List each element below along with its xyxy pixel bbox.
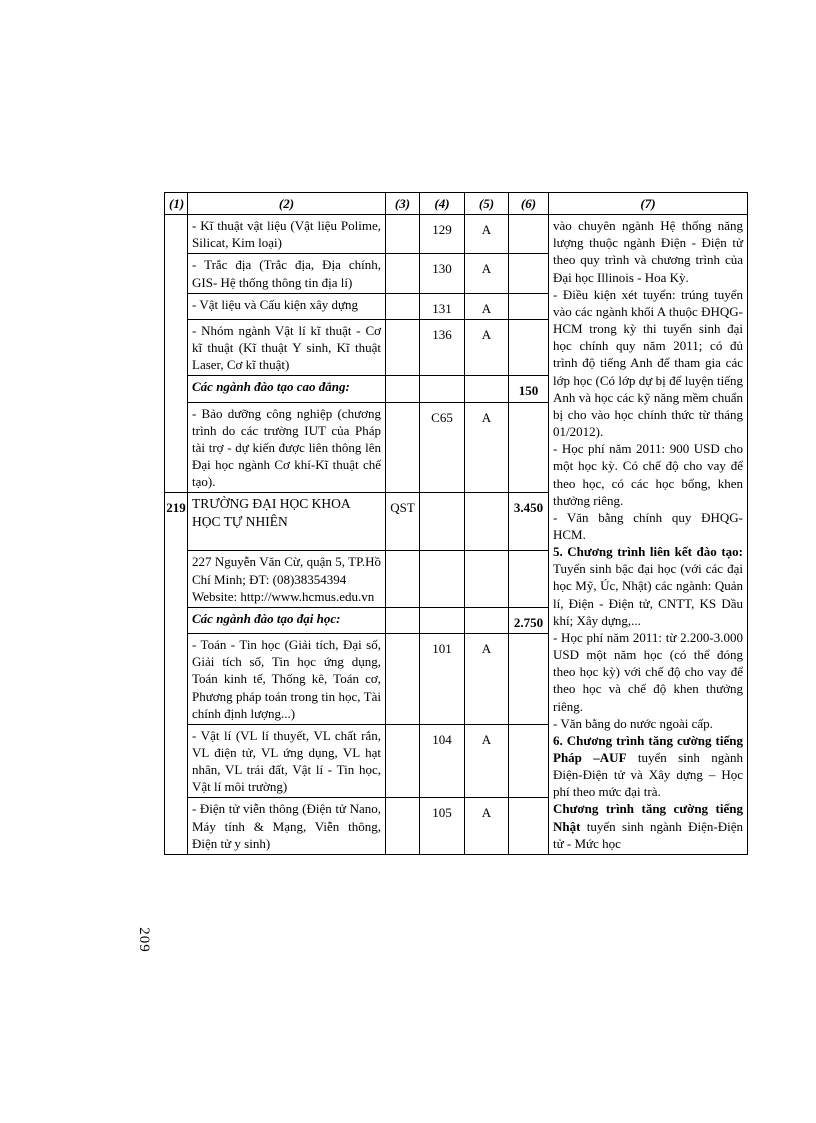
exam-block: A [465, 215, 509, 254]
major-name: - Kĩ thuật vật liệu (Vật liệu Polime, Silicat, Kim loại) [188, 215, 386, 254]
note-text: tuyển sinh ngành Điện-Điện tử - Mức học [553, 818, 743, 851]
school-code: QST [386, 493, 420, 551]
school-code-cell [386, 402, 420, 493]
stt-cell [165, 215, 188, 493]
quota-cell [509, 798, 549, 854]
major-name: - Trắc địa (Trắc địa, Địa chính, GIS- Hệ thống thông tin địa lí) [188, 254, 386, 293]
school-info [188, 551, 386, 607]
school-stt: 219 [165, 493, 188, 855]
major-code: 105 [420, 798, 465, 854]
exam-block: A [465, 724, 509, 798]
major-code: 101 [420, 634, 465, 725]
note-heading: 5. Chương trình liên kết đào tạo: [553, 544, 743, 560]
exam-block: A [465, 319, 509, 375]
major-code: C65 [420, 402, 465, 493]
header-col-4: (4) [420, 193, 465, 215]
school-code-cell [386, 254, 420, 293]
school-code-cell [386, 215, 420, 254]
note-paragraph: - Học phí năm 2011: từ 2.200-3.000 USD một năm học (có thể đóng theo học kỳ) với chế độ cho vay để theo học và chế độ khen thưởng riêng. [553, 629, 743, 714]
major-code: 131 [420, 293, 465, 319]
major-code: 129 [420, 215, 465, 254]
table-header-row [165, 193, 748, 215]
header-col-5: (5) [465, 193, 509, 215]
note-paragraph: vào chuyên ngành Hệ thống năng lượng thuộc ngành Điện - Điện tử theo quy trình và chương trình của Đại học Illinois - Hoa Kỳ. [553, 218, 743, 285]
exam-block: A [465, 634, 509, 725]
note-paragraph: - Văn bằng do nước ngoài cấp. [553, 715, 713, 731]
header-col-1: (1) [165, 193, 188, 215]
school-code-cell [386, 724, 420, 798]
quota-cell [509, 634, 549, 725]
note-paragraph [553, 800, 743, 851]
major-code-cell [420, 376, 465, 402]
major-code-cell [420, 551, 465, 607]
exam-block: A [465, 402, 509, 493]
school-code-cell [386, 607, 420, 633]
header-col-2: (2) [188, 193, 386, 215]
quota-cell [509, 293, 549, 319]
quota-cell [509, 215, 549, 254]
major-name: - Nhóm ngành Vật lí kĩ thuật - Cơ kĩ thuật (Kĩ thuật Y sinh, Kĩ thuật Laser, Cơ kĩ thuật) [188, 319, 386, 375]
note-paragraph [553, 732, 743, 801]
note-text: tuyển sinh ngành Điện-Điện tử và Xây dựng – Học phí theo mức đại trà. [553, 750, 743, 800]
quota-cell [509, 254, 549, 293]
table-row [165, 215, 748, 254]
notes-column [549, 215, 748, 855]
school-website: Website: http://www.hcmus.edu.vn [192, 588, 375, 604]
major-code: 130 [420, 254, 465, 293]
section-quota: 2.750 [509, 607, 549, 633]
quota-cell [509, 402, 549, 493]
quota-cell [509, 551, 549, 607]
note-paragraph: - Văn bằng chính quy ĐHQG-HCM. [553, 509, 743, 542]
major-name: - Toán - Tin học (Giải tích, Đại số, Giải tích số, Tin học ứng dụng, Toán kinh tế, Thống kê, Toán cơ, Phương pháp toán trong tin học, Tài chính định lượng...) [188, 634, 386, 725]
header-col-7: (7) [549, 193, 748, 215]
note-paragraph [553, 543, 743, 629]
major-code: 136 [420, 319, 465, 375]
school-code-cell [386, 551, 420, 607]
note-heading: 6. Chương trình tăng cường tiếng Pháp –AUF [553, 732, 743, 765]
school-code-cell [386, 293, 420, 319]
section-heading: Các ngành đào tạo cao đẳng: [188, 376, 386, 402]
note-paragraph: - Học phí năm 2011: 900 USD cho một học kỳ. Có chế độ cho vay để theo học, có các học bổng, khen thưởng riêng. [553, 441, 743, 508]
note-paragraph: - Điều kiện xét tuyển: trúng tuyển vào các ngành khối A thuộc ĐHQG-HCM trong kỳ thi tuyển sinh đại học chính quy năm 2011; có đủ trình độ tiếng Anh để tham gia các lớp học (Có lớp dự bị để luyện tiếng Anh và học các kỹ năng mềm chuẩn bị cho vào học chính thức từ tháng 01/2012). [553, 286, 743, 440]
exam-block-cell [465, 376, 509, 402]
quota-cell [509, 724, 549, 798]
section-quota: 150 [509, 376, 549, 402]
school-quota: 3.450 [509, 493, 549, 551]
school-code-cell [386, 634, 420, 725]
major-code: 104 [420, 724, 465, 798]
school-code-cell [386, 798, 420, 854]
exam-block-cell [465, 493, 509, 551]
school-address: 227 Nguyễn Văn Cừ, quận 5, TP.Hồ Chí Minh; ĐT: (08)38354394 [192, 554, 381, 587]
major-name: - Bảo dưỡng công nghiệp (chương trình do các trường IUT của Pháp tài trợ - dự kiến được liên thông lên Đại học ngành Cơ khí-Kĩ thuật chế tạo). [188, 402, 386, 493]
note-heading: Chương trình tăng cường tiếng Nhật [553, 801, 743, 834]
exam-block: A [465, 254, 509, 293]
exam-block: A [465, 293, 509, 319]
header-col-3: (3) [386, 193, 420, 215]
exam-block-cell [465, 551, 509, 607]
header-col-6: (6) [509, 193, 549, 215]
major-code-cell [420, 493, 465, 551]
page-number: 209 [136, 927, 152, 953]
major-name: - Vật liệu và Cấu kiện xây dựng [188, 293, 386, 319]
school-name: TRƯỜNG ĐẠI HỌC KHOA HỌC TỰ NHIÊN [188, 493, 386, 551]
school-code-cell [386, 376, 420, 402]
quota-cell [509, 319, 549, 375]
major-name: - Vật lí (VL lí thuyết, VL chất rắn, VL điện tử, VL ứng dụng, VL hạt nhân, VL trái đất, Vật lí - Tin học, Vật lí môi trường) [188, 724, 386, 798]
exam-block-cell [465, 607, 509, 633]
admissions-table [164, 192, 748, 855]
school-code-cell [386, 319, 420, 375]
major-code-cell [420, 607, 465, 633]
major-name: - Điện tử viễn thông (Điện tử Nano, Máy tính & Mạng, Viễn thông, Điện tử y sinh) [188, 798, 386, 854]
exam-block: A [465, 798, 509, 854]
section-heading: Các ngành đào tạo đại học: [188, 607, 386, 633]
note-text: Tuyển sinh bậc đại học (với các đại học Mỹ, Úc, Nhật) các ngành: Quản lí, Điện - Điện tử, CNTT, KS Dầu khí; Xây dựng,... [553, 561, 743, 628]
